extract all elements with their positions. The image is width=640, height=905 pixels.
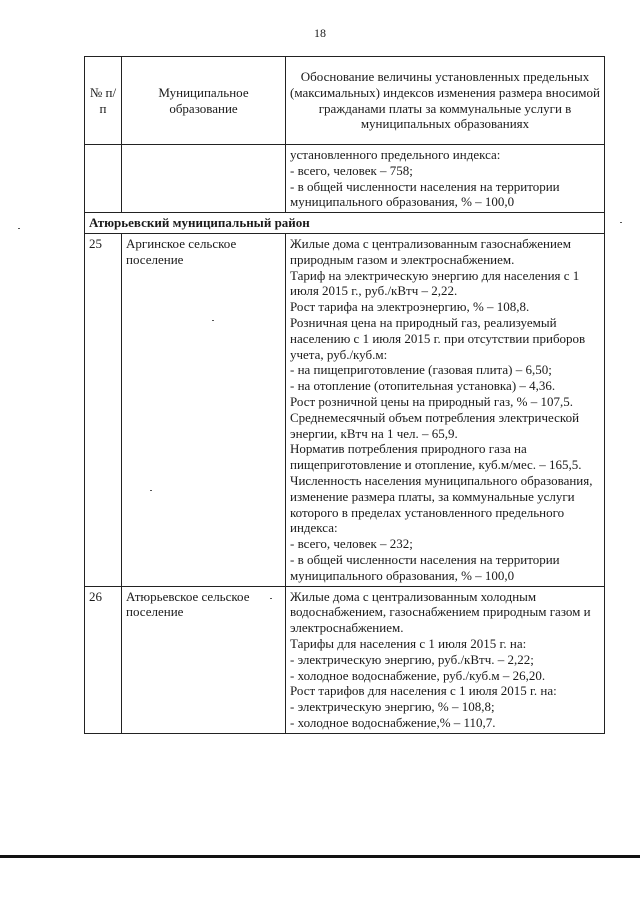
text-line: - в общей численности населения на территории муниципального образования, % – 100,0 [290,551,560,583]
text-line: Численность населения муниципального образования, изменение размера платы, за коммунальные услуги которого в пределах установленного предельного индекса: [290,472,593,536]
text-line: - всего, человек – 758; [290,162,413,178]
text-line: Норматив потребления природного газа на пищеприготовление и отопление, куб.м/мес. – 165,5. [290,441,582,473]
page-number: 18 [314,26,326,40]
table-row [85,233,605,586]
row-municipality: Аргинское сельское поселение [122,233,286,586]
text-line: Жилые дома с централизованным газоснабжением природным газом и электроснабжением. [290,235,571,267]
scan-speck [212,320,214,321]
header-justification: Обоснование величины установленных предельных (максимальных) индексов изменения размера вносимой гражданами платы за коммунальные услуги в муниципальных образованиях [286,57,605,145]
text-line: установленного предельного индекса: [290,147,501,162]
indices-table [84,56,605,734]
continuation-municipality-cell [122,145,286,213]
row-num: 26 [85,586,122,733]
header-municipality: Муниципальное образование [122,57,286,145]
row-municipality: Атюрьевское сельское поселение [122,586,286,733]
scan-speck [270,598,272,599]
row-num: 25 [85,233,122,586]
text-line: Жилые дома с централизованным холодным водоснабжением, газоснабжением природным газом и электроснабжением. [290,588,591,636]
header-num: № п/п [85,57,122,145]
text-line: - на отопление (отопительная установка) – 4,36. [290,378,556,394]
text-line: - в общей численности населения на территории муниципального образования, % – 100,0 [290,178,560,210]
text-line: - холодное водоснабжение, руб./куб.м – 26,20. [290,667,546,683]
text-line: Среднемесячный объем потребления электрической энергии, кВтч на 1 чел. – 65,9. [290,409,580,441]
text-line: - холодное водоснабжение,% – 110,7. [290,714,496,730]
text-line: Рост тарифа на электроэнергию, % – 108,8. [290,299,530,315]
page-bottom-rule [0,855,640,858]
section-row [85,213,605,234]
table-row [85,586,605,733]
text-line: Розничная цена на природный газ, реализуемый населению с 1 июля 2015 г. при отсутствии приборов учета, руб./куб.м: [290,314,586,362]
table-header-row [85,57,605,145]
scan-speck [18,228,20,229]
text-line: Тариф на электрическую энергию для населения с 1 июля 2015 г., руб./кВтч – 2,22. [290,267,580,299]
scan-speck [620,222,622,223]
scan-speck [150,490,152,491]
row-justification [286,586,605,733]
text-line: - электрическую энергию, % – 108,8; [290,699,495,715]
continuation-num-cell [85,145,122,213]
continuation-text-cell [286,145,605,213]
section-title: Атюрьевский муниципальный район [85,213,605,234]
row-justification [286,233,605,586]
text-line: Рост розничной цены на природный газ, % – 107,5. [290,393,573,409]
text-line: - на пищеприготовление (газовая плита) – 6,50; [290,362,552,378]
continuation-row [85,145,605,213]
text-line: Тарифы для населения с 1 июля 2015 г. на: [290,635,527,651]
text-line: Рост тарифов для населения с 1 июля 2015 г. на: [290,683,557,699]
text-line: - всего, человек – 232; [290,536,413,552]
text-line: - электрическую энергию, руб./кВтч. – 2,22; [290,651,534,667]
